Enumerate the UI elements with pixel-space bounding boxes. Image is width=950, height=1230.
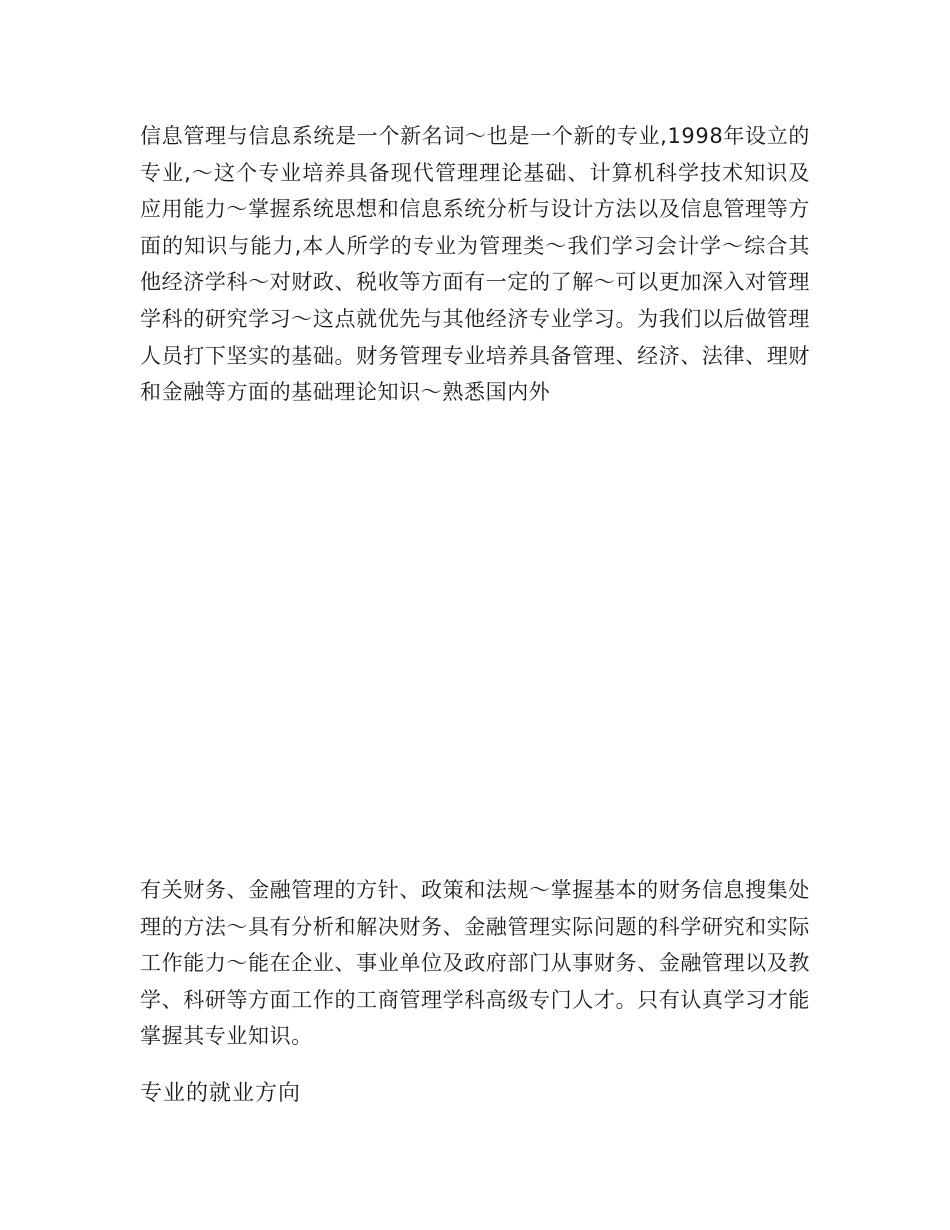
body-paragraph-intro: 信息管理与信息系统是一个新名词～也是一个新的专业,1998年设立的专业,～这个专业培养具备现代管理理论基础、计算机科学技术知识及应用能力～掌握系统思想和信息系统分析与设计方法以及信息管理等方面的知识与能力,本人所学的专业为管理类～我们学习会计学～综合其他经济学科～对财政、税收等方面有一定的了解～可以更加深入对管理学科的研究学习～这点就优先与其他经济专业学习。为我们以后做管理人员打下坚实的基础。财务管理专业培养具备管理、经济、法律、理财和金融等方面的基础理论知识～熟悉国内外 — [140, 124, 810, 405]
body-paragraph-continuation: 有关财务、金融管理的方针、政策和法规～掌握基本的财务信息搜集处理的方法～具有分析和解决财务、金融管理实际问题的科学研究和实际工作能力～能在企业、事业单位及政府部门从事财务、金融管理以及教学、科研等方面工作的工商管理学科高级专门人才。只有认真学习才能掌握其专业知识。 — [140, 878, 810, 1049]
section-heading: 专业的就业方向 — [140, 1081, 302, 1106]
